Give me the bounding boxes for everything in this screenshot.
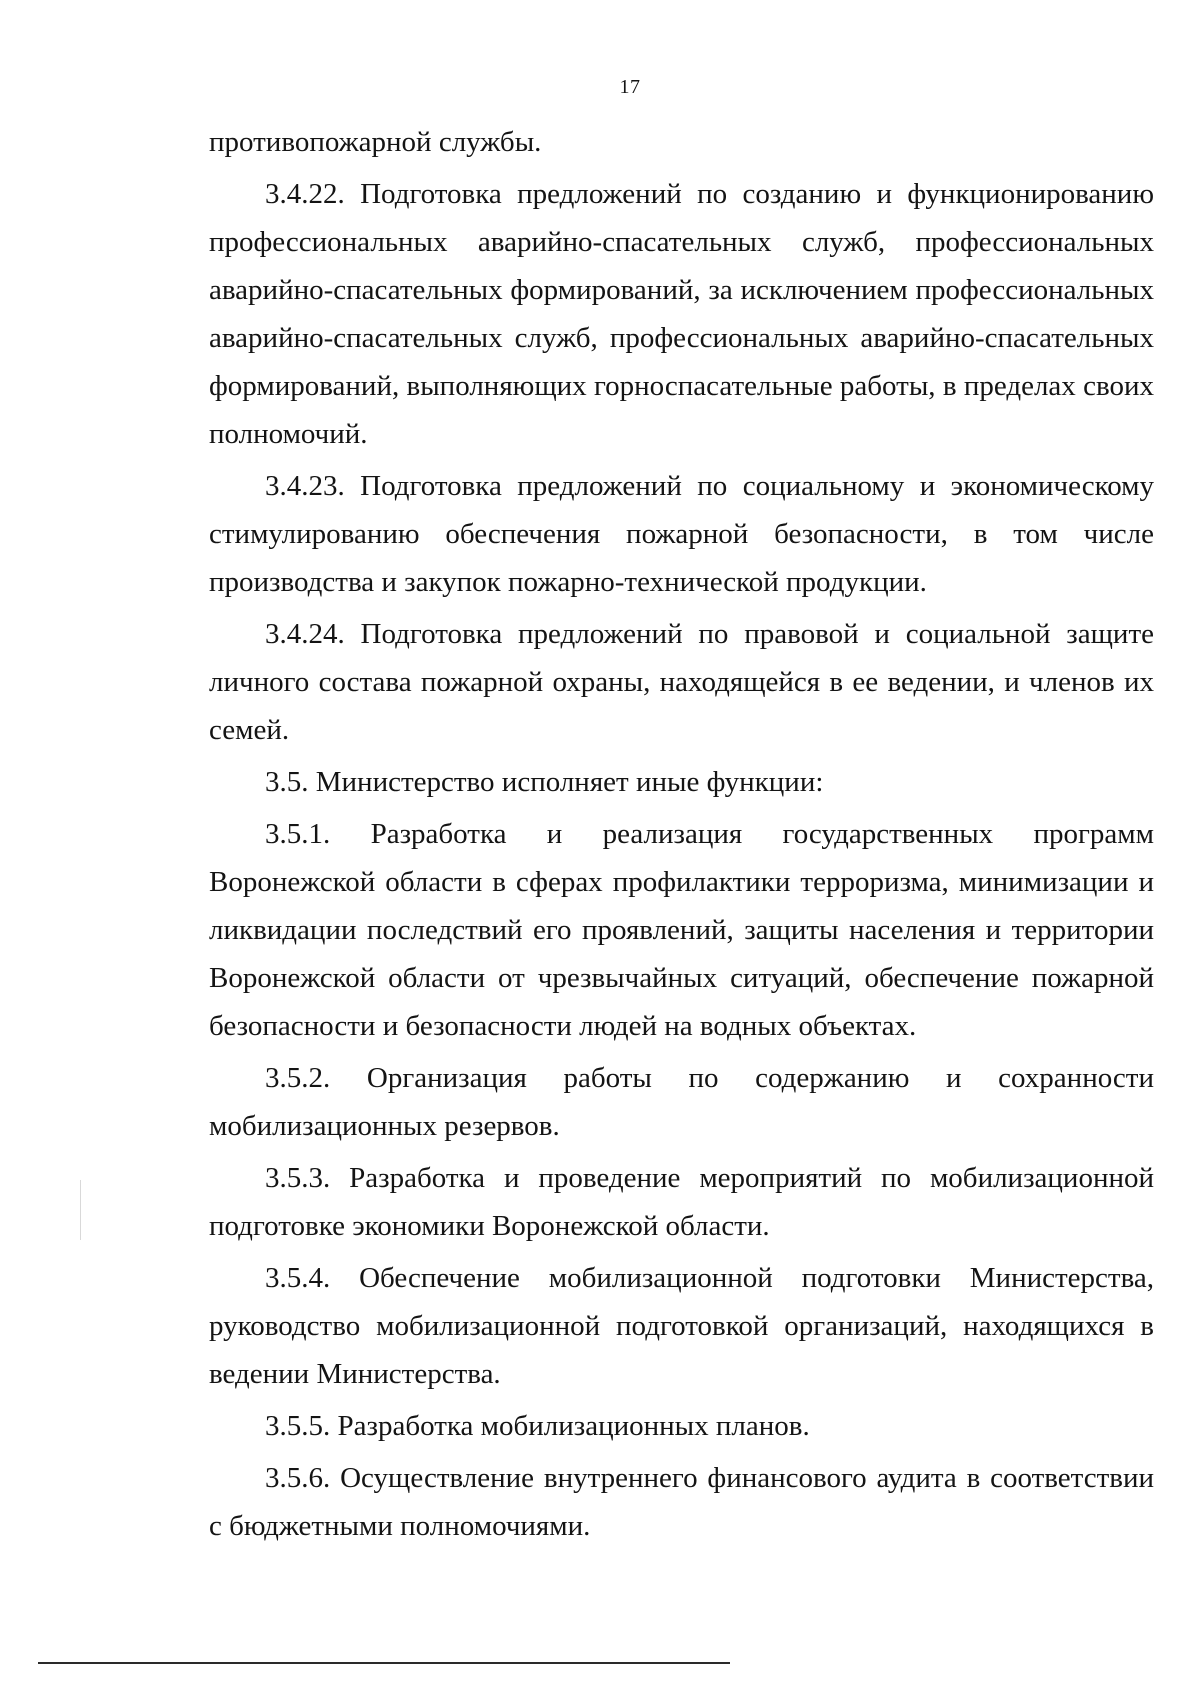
paragraph-3-5-1: 3.5.1. Разработка и реализация государственных программ Воронежской области в сферах профилактики терроризма, минимизации и ликвидации последствий его проявлений, защиты населения и территории Воронежской области от чрезвычайных ситуаций, обеспечение пожарной безопасности и безопасности людей на водных объектах. [209,818,1154,1042]
paragraph-3-4-22: 3.4.22. Подготовка предложений по созданию и функционированию профессиональных аварийно-спасательных служб, профессиональных аварийно-спасательных формирований, за исключением профессиональных аварийно-спасательных служб, профессиональных аварийно-спасательных формирований, выполняющих горноспасательные работы, в пределах своих полномочий. [209,178,1154,450]
paragraph-3-5-5: 3.5.5. Разработка мобилизационных планов. [265,1410,810,1442]
page-number: 17 [619,76,641,98]
paragraph-3-5-2: 3.5.2. Организация работы по содержанию и сохранности мобилизационных резервов. [209,1062,1154,1142]
paragraph-3-5-6: 3.5.6. Осуществление внутреннего финансового аудита в соответствии с бюджетными полномочиями. [209,1462,1154,1542]
scan-artifact [80,1180,81,1240]
paragraph-continuation: противопожарной службы. [209,126,542,158]
paragraph-3-5-3: 3.5.3. Разработка и проведение мероприятий по мобилизационной подготовке экономики Воронежской области. [209,1162,1154,1242]
document-body [209,118,1154,1552]
paragraph-3-5-4: 3.5.4. Обеспечение мобилизационной подготовки Министерства, руководство мобилизационной подготовкой организаций, находящихся в ведении Министерства. [209,1262,1154,1390]
bottom-rule [38,1662,730,1664]
paragraph-3-5: 3.5. Министерство исполняет иные функции: [265,766,824,798]
paragraph-3-4-23: 3.4.23. Подготовка предложений по социальному и экономическому стимулированию обеспечения пожарной безопасности, в том числе производства и закупок пожарно-технической продукции. [209,470,1154,598]
paragraph-3-4-24: 3.4.24. Подготовка предложений по правовой и социальной защите личного состава пожарной охраны, находящейся в ее ведении, и членов их семей. [209,618,1154,746]
